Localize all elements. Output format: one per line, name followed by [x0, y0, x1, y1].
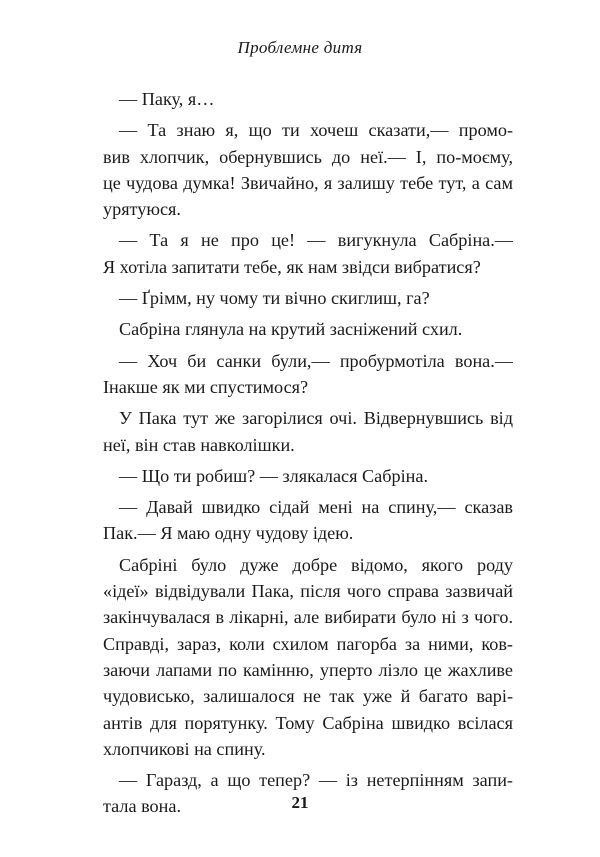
- text-line: У Пака тут же загорілися очі. Відвернувшись від: [119, 408, 513, 429]
- text-line: закінчувалася в лікарні, але вибирати було ні з чого.: [103, 607, 513, 628]
- body-text: [103, 86, 513, 820]
- text-line: Справді, зараз, коли схилом пагорба за ними, ков-: [103, 633, 513, 654]
- running-head: Проблемне дитя: [237, 38, 363, 57]
- text-line: — Та я не про це! — вигукнула Сабріна.—: [119, 230, 513, 251]
- text-line: — Що ти робиш? — злякалася Сабріна.: [119, 465, 428, 486]
- text-line: — Паку, я…: [119, 89, 215, 109]
- text-line: — Гаразд, а що тепер? — із нетерпінням запи-: [119, 770, 513, 791]
- text-line: Сабріні було дуже добре відомо, якого роду: [119, 554, 513, 575]
- text-line: — Ґрімм, ну чому ти вічно скиглиш, га?: [119, 288, 430, 309]
- text-line: заючи лапами по камінню, уперто лізло це жахливе: [103, 659, 513, 680]
- text-line: — Давай швидко сідай мені на спину,— сказав: [119, 497, 513, 518]
- text-line: тала вона.: [103, 796, 182, 817]
- text-line: це чудова думка! Звичайно, я залишу тебе тут, а сам: [103, 172, 513, 193]
- text-line: Інакше як ми спустимося?: [103, 376, 309, 397]
- page-number: 21: [291, 793, 309, 812]
- text-line: вив хлопчик, обернувшись до неї.— І, по-моєму,: [103, 146, 513, 167]
- text-line: антів для порятунку. Тому Сабріна швидко всілася: [103, 712, 513, 733]
- text-line: — Та знаю я, що ти хочеш сказати,— промо-: [119, 120, 513, 141]
- text-line: хлопчикові на спину.: [103, 738, 266, 759]
- text-line: — Хоч би санки були,— пробурмотіла вона.—: [119, 350, 513, 371]
- text-line: Сабріна глянула на крутий засніжений схил.: [119, 319, 463, 340]
- text-line: чудовисько, залишалося не так уже й багато варі-: [103, 686, 513, 707]
- text-line: Я хотіла запитати тебе, як нам звідси вибратися?: [103, 256, 481, 277]
- text-line: Пак.— Я маю одну чудову ідею.: [103, 523, 354, 544]
- text-line: «ідеї» відвідували Пака, після чого справа зазвичай: [103, 581, 513, 602]
- text-line: урятуюся.: [103, 199, 181, 220]
- text-line: неї, він став навколішки.: [103, 434, 295, 455]
